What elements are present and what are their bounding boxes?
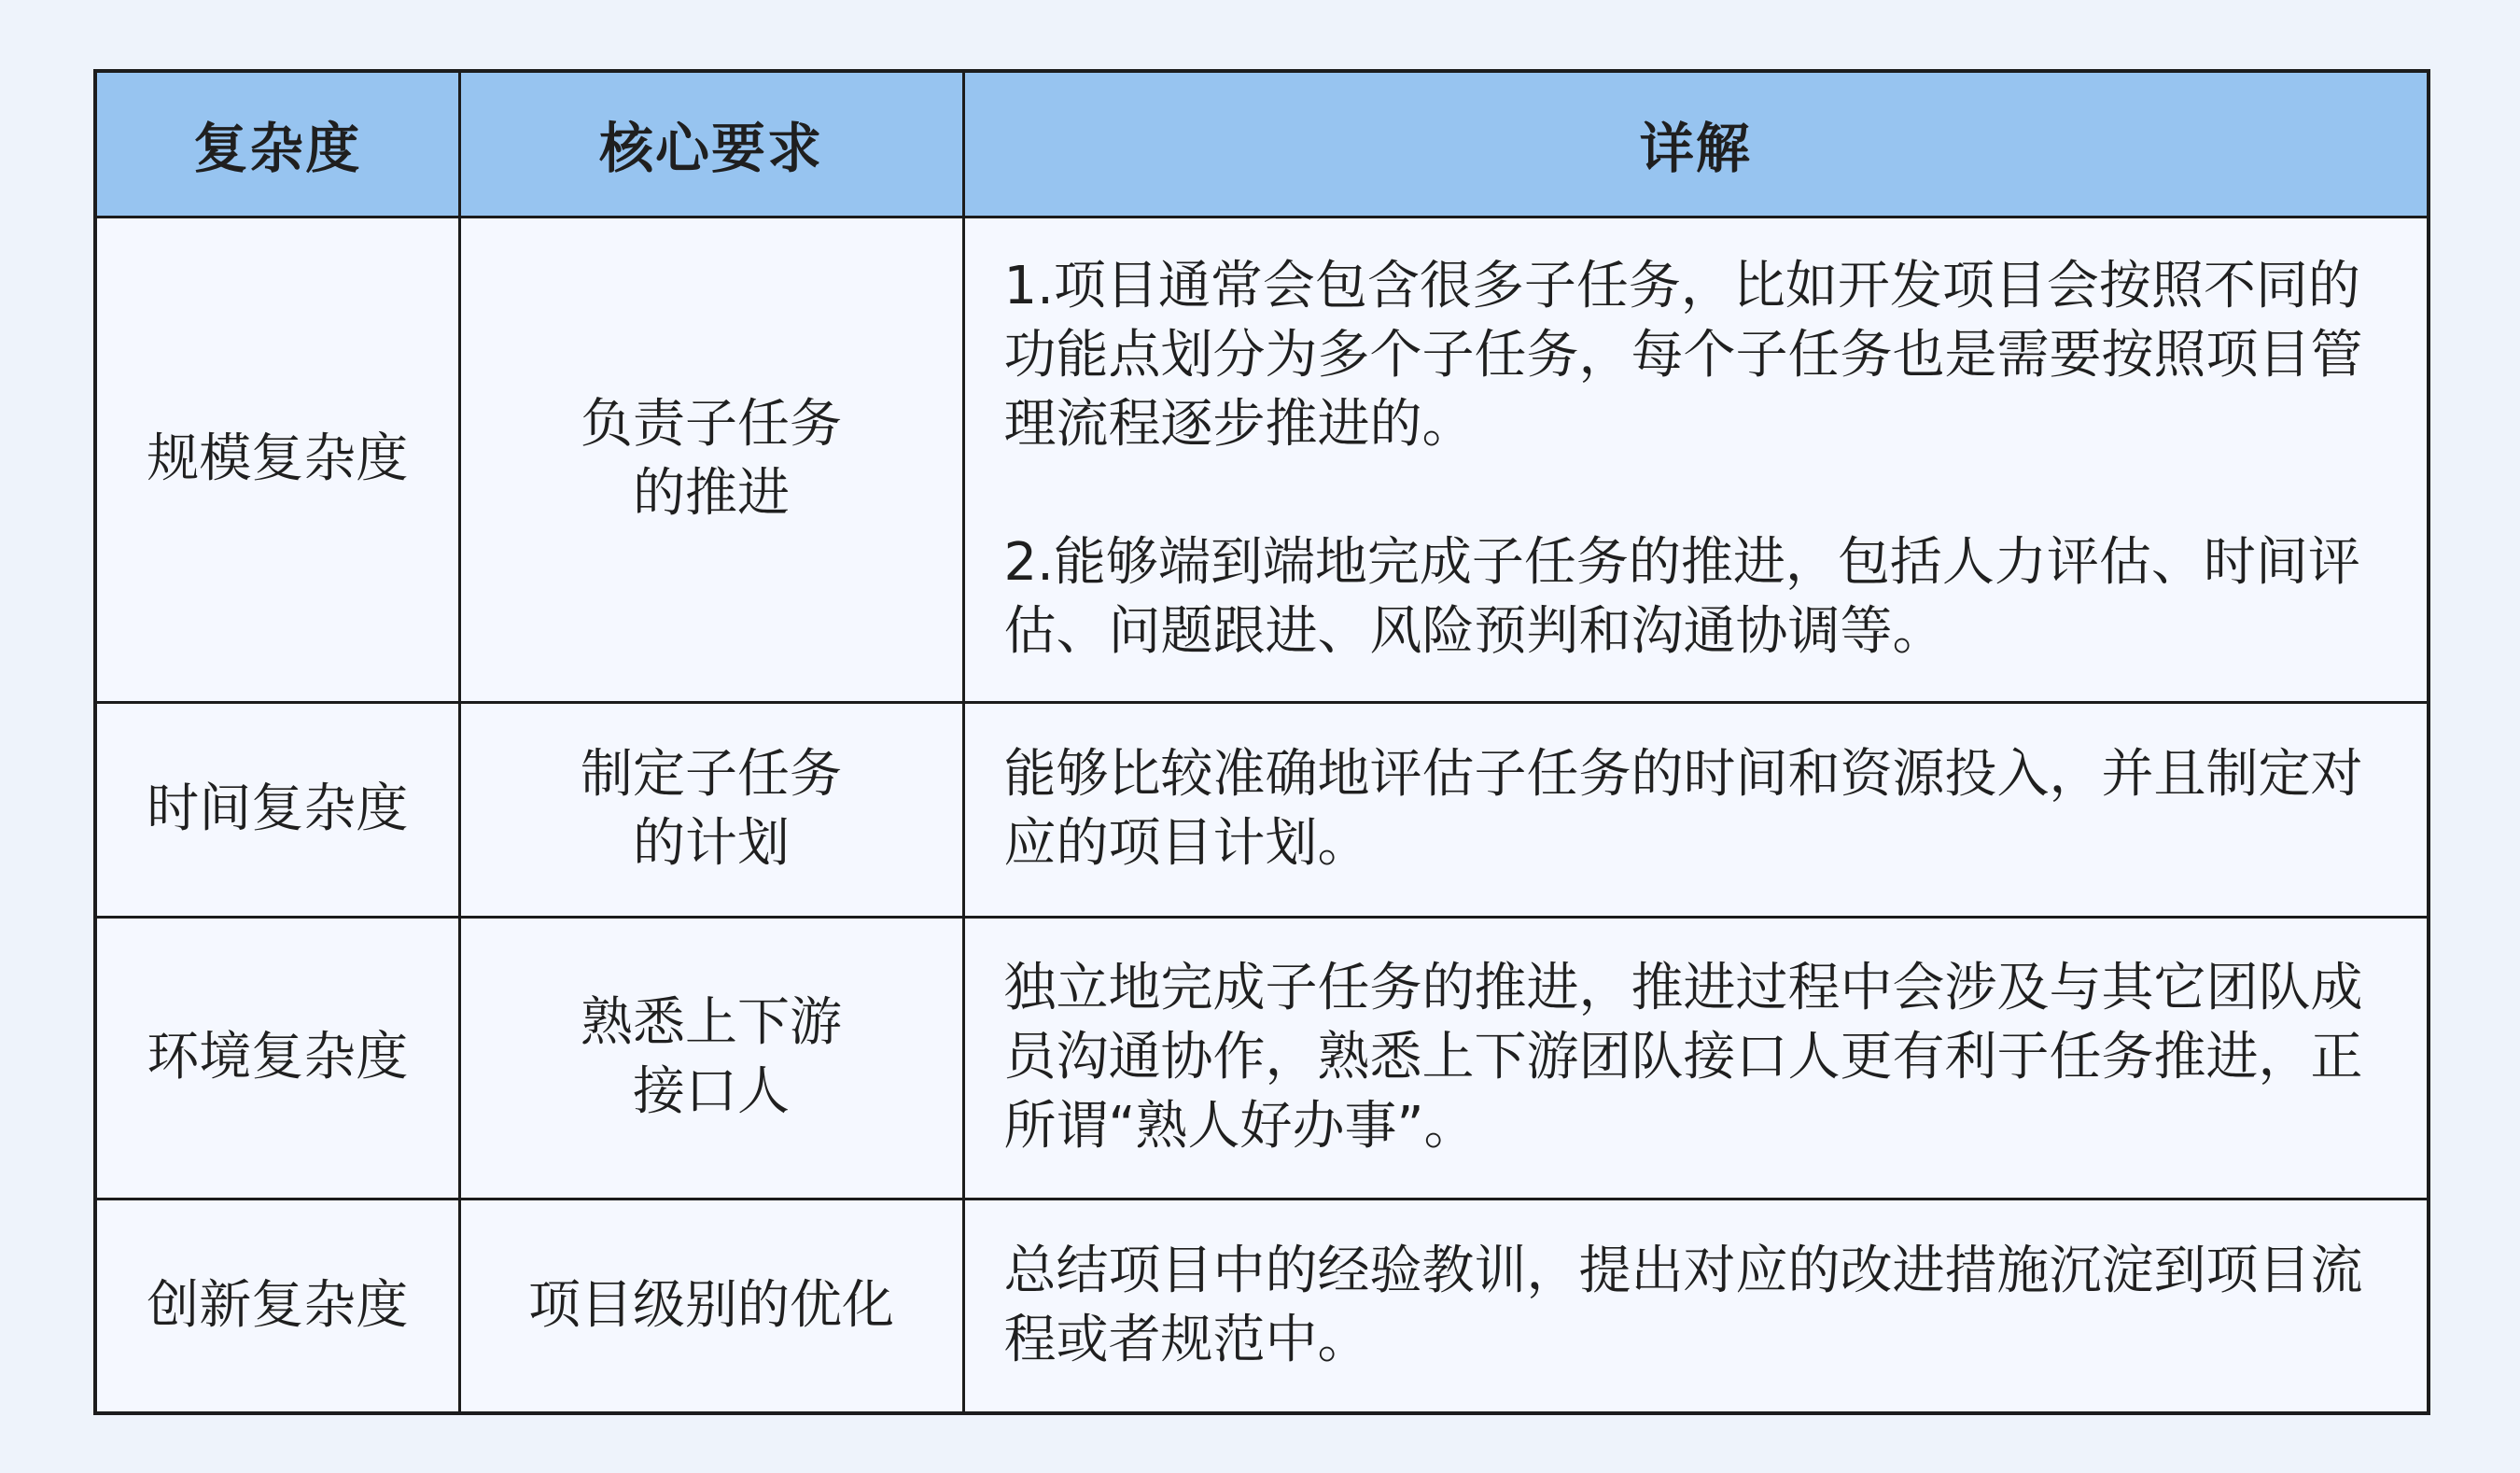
- detail-cell: [963, 1199, 2429, 1413]
- requirement-cell: [459, 217, 963, 702]
- header-detail: 详解: [963, 71, 2429, 217]
- detail-paragraph: 总结项目中的经验教训，提出对应的改进措施沉淀到项目流程或者规范中。: [1003, 1240, 2363, 1370]
- detail-paragraph: 能够比较准确地评估子任务的时间和资源投入，并且制定对应的项目计划。: [1003, 744, 2363, 874]
- complexity-cell: 规模复杂度: [95, 217, 459, 702]
- table-header-row: [95, 71, 2429, 217]
- requirement-line: 的计划: [633, 813, 790, 874]
- detail-cell: [963, 217, 2429, 702]
- requirement-line: 制定子任务: [581, 744, 842, 805]
- complexity-cell: 环境复杂度: [95, 917, 459, 1199]
- complexity-cell: 时间复杂度: [95, 702, 459, 917]
- complexity-table: [93, 69, 2430, 1415]
- complexity-cell: 创新复杂度: [95, 1199, 459, 1413]
- header-complexity: 复杂度: [95, 71, 459, 217]
- table-row: [95, 1199, 2429, 1413]
- header-requirement: 核心要求: [459, 71, 963, 217]
- table-row: [95, 217, 2429, 702]
- requirement-cell: [459, 917, 963, 1199]
- table-row: [95, 917, 2429, 1199]
- detail-cell: [963, 702, 2429, 917]
- requirement-line: 负责子任务: [581, 394, 842, 455]
- requirement-line: 项目级别的优化: [528, 1274, 894, 1336]
- requirement-cell: [459, 702, 963, 917]
- table-row: [95, 702, 2429, 917]
- requirement-line: 的推进: [633, 463, 790, 524]
- requirement-cell: [459, 1199, 963, 1413]
- detail-paragraph: 独立地完成子任务的推进，推进过程中会涉及与其它团队成员沟通协作，熟悉上下游团队接口人更有利于任务推进，正所谓“熟人好办事”。: [1003, 958, 2363, 1157]
- detail-paragraph: 2.能够端到端地完成子任务的推进，包括人力评估、时间评估、问题跟进、风险预判和沟通协调等。: [1003, 532, 2360, 662]
- requirement-line: 熟悉上下游: [581, 992, 842, 1053]
- detail-cell: [963, 917, 2429, 1199]
- requirement-line: 接口人: [633, 1061, 790, 1122]
- detail-paragraph: 1.项目通常会包含很多子任务，比如开发项目会按照不同的功能点划分为多个子任务，每个子任务也是需要按照项目管理流程逐步推进的。: [1003, 256, 2363, 455]
